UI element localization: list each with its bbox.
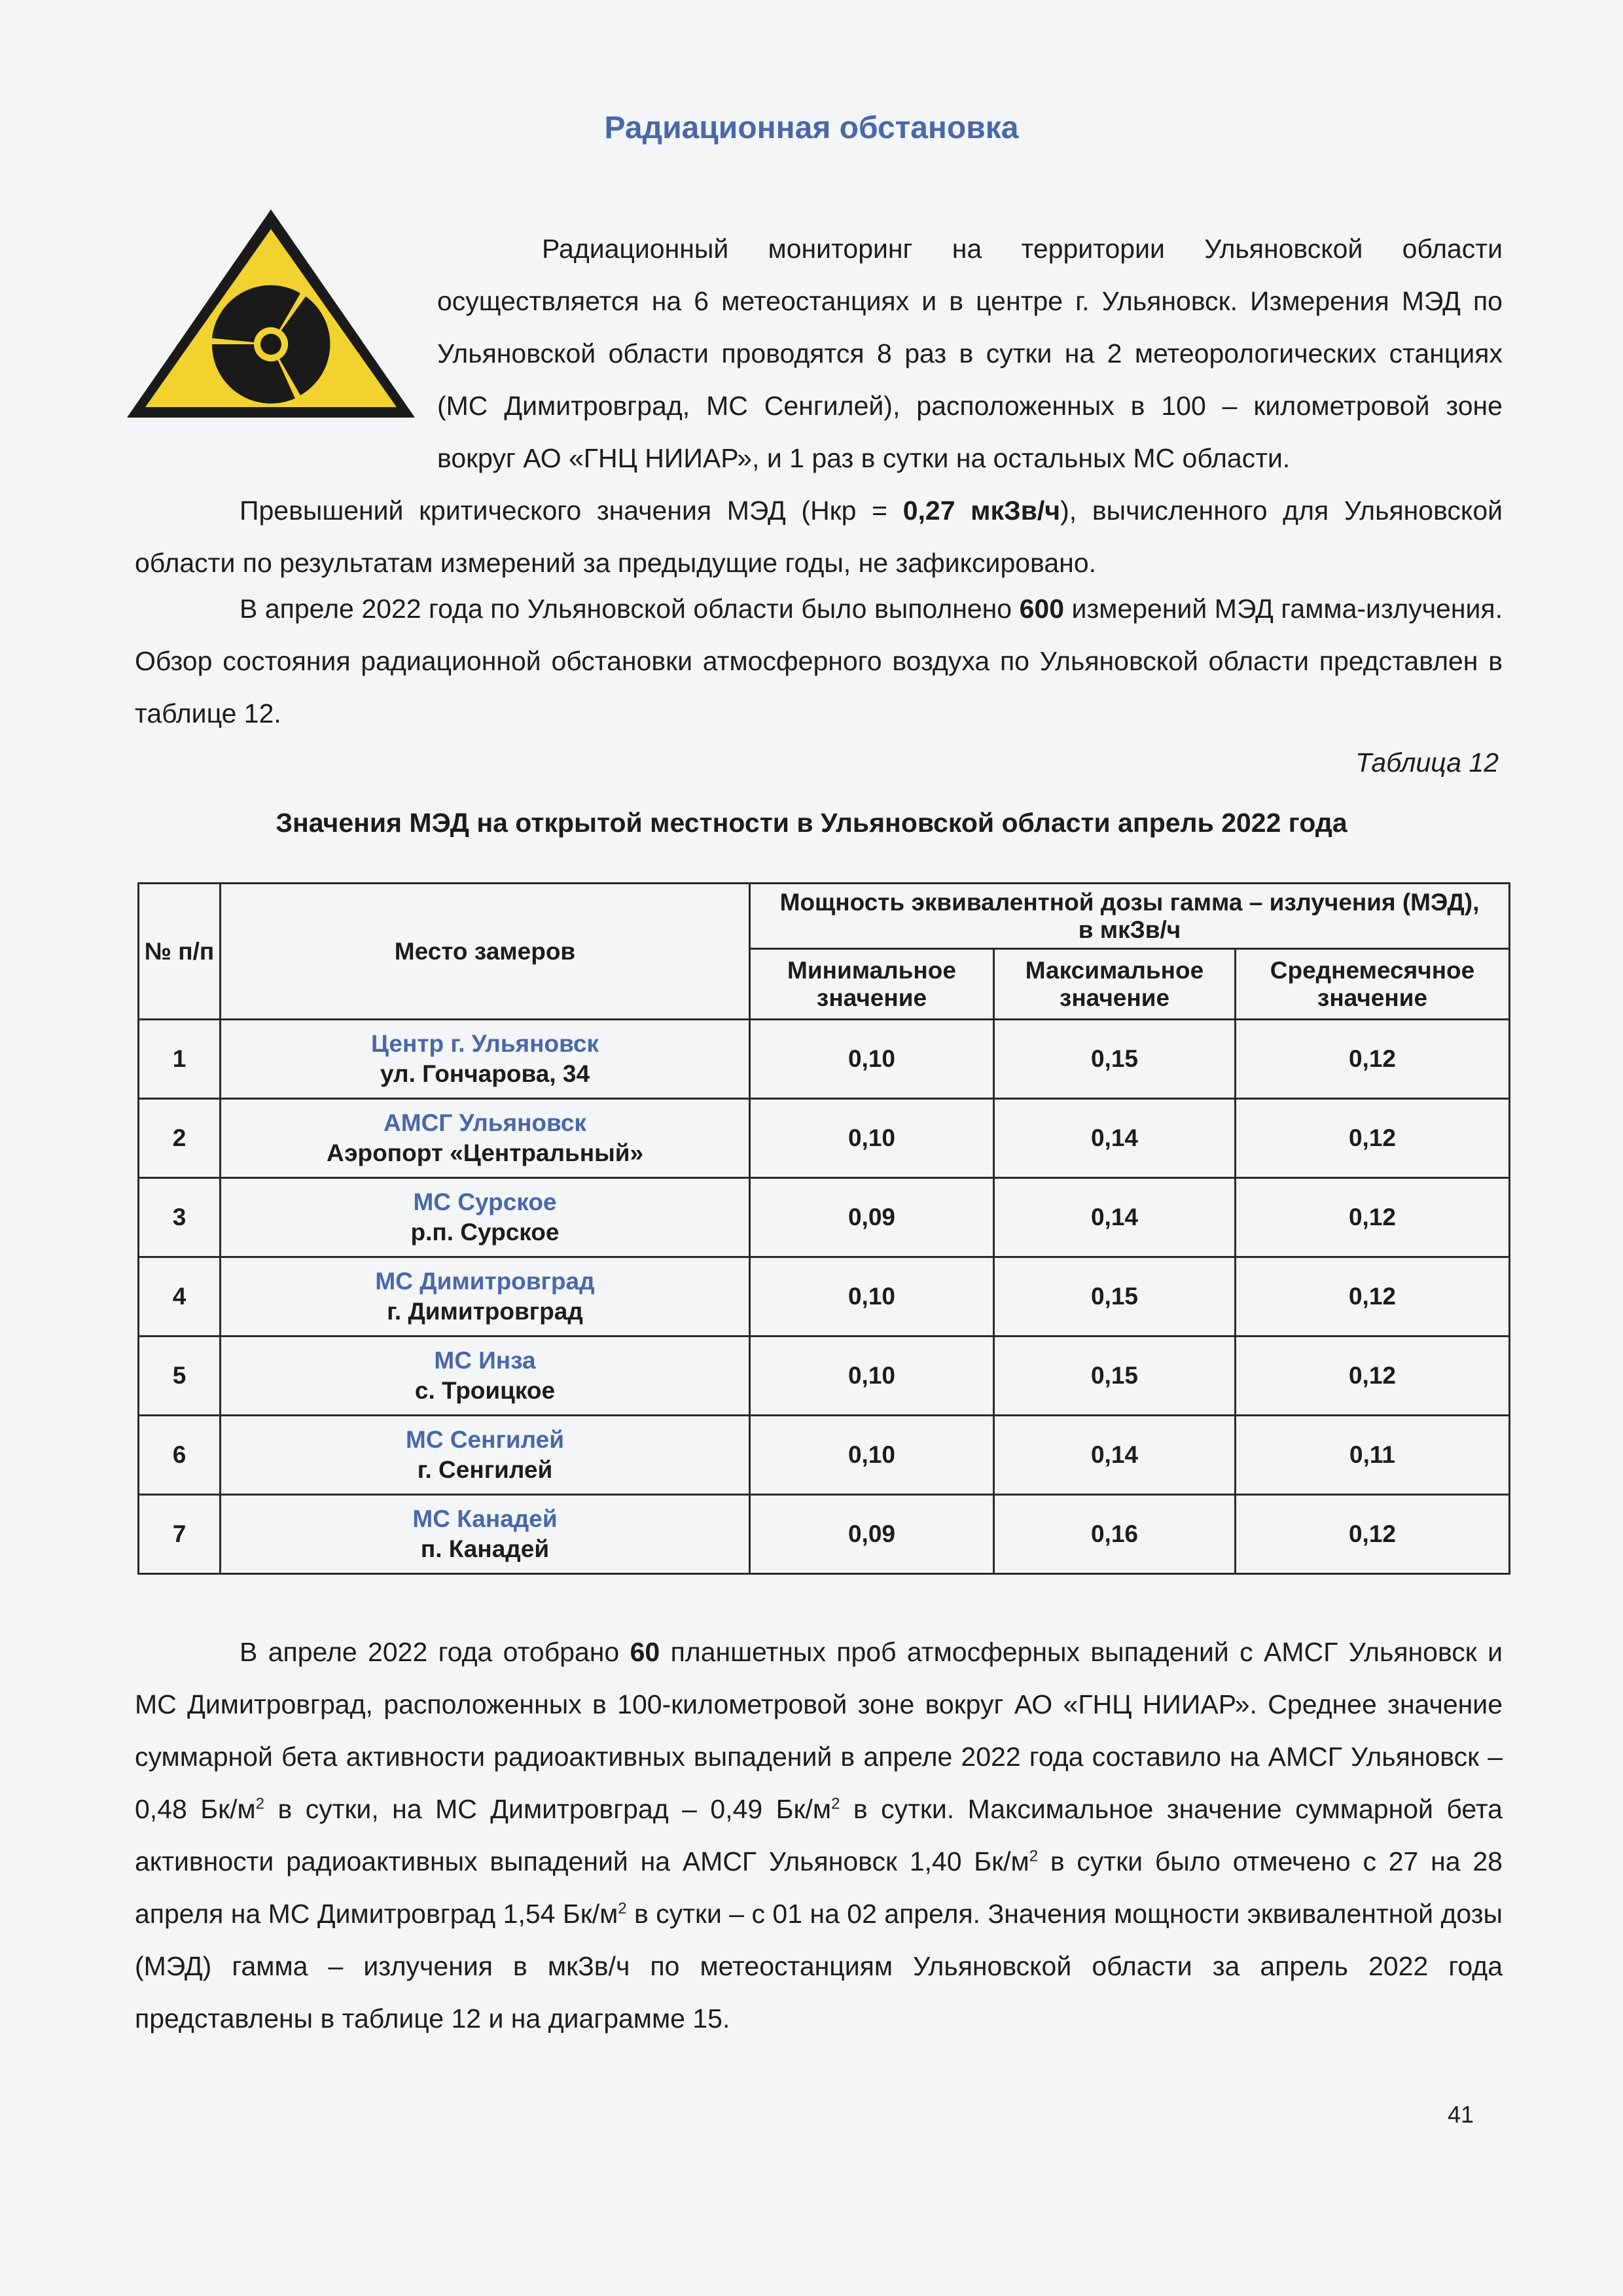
cell-place <box>221 1099 750 1178</box>
cell-avg: 0,12 <box>1236 1336 1510 1416</box>
paragraph-critical-value: Превышений критического значения МЭД (Нкр = 0,27 мкЗв/ч), вычисленного для Ульяновской области по результатам измерений за предыдущие годы, не зафиксировано. <box>135 495 1503 578</box>
cell-max: 0,15 <box>994 1336 1236 1416</box>
station-address: Аэропорт «Центральный» <box>326 1139 644 1166</box>
paragraph-measurements: В апреле 2022 года по Ульяновской области было выполнено 600 измерений МЭД гамма-излучения. Обзор состояния радиационной обстановки атмосферного воздуха по Ульяновской области представлен в таблице 12. <box>135 594 1503 728</box>
table-row <box>139 1257 1510 1336</box>
cell-min: 0,10 <box>750 1336 994 1416</box>
cell-avg: 0,11 <box>1236 1416 1510 1495</box>
med-table <box>137 882 1510 1575</box>
station-address: ул. Гончарова, 34 <box>380 1060 590 1087</box>
cell-max: 0,15 <box>994 1020 1236 1099</box>
cell-num: 1 <box>139 1020 221 1099</box>
station-name: МС Канадей <box>412 1505 558 1532</box>
station-address: п. Канадей <box>420 1535 550 1562</box>
table-caption: Таблица 12 <box>1355 747 1499 778</box>
cell-max: 0,14 <box>994 1099 1236 1178</box>
radiation-hazard-icon <box>119 202 423 424</box>
header-num: № п/п <box>139 884 221 1020</box>
cell-avg: 0,12 <box>1236 1495 1510 1574</box>
station-address: г. Сенгилей <box>417 1456 553 1483</box>
cell-max: 0,15 <box>994 1257 1236 1336</box>
cell-min: 0,10 <box>750 1257 994 1336</box>
table-row <box>139 1336 1510 1416</box>
table-row <box>139 1099 1510 1178</box>
cell-min: 0,10 <box>750 1020 994 1099</box>
cell-place <box>221 1020 750 1099</box>
station-address: р.п. Сурское <box>410 1219 560 1246</box>
table-row <box>139 1020 1510 1099</box>
cell-num: 3 <box>139 1178 221 1257</box>
paragraph-fallout: В апреле 2022 года отобрано 60 планшетных проб атмосферных выпадений с АМСГ Ульяновск и МС Димитровград, расположенных в 100-километровой зоне вокруг АО «ГНЦ НИИАР». Среднее значение суммарной бета активности радиоактивных выпадений в апреле 2022 года составило на АМСГ Ульяновск – 0,48 $Бк/м^2$ в сутки, на МС Димитровград – 0,49 $Бк/м^2$ в сутки. Максимальное значение суммарной бета активности радиоактивных выпадений на АМСГ Ульяновск 1,40 $Бк/м^2$ в сутки было отмечено с 27 на 28 апреля на МС Димитровград 1,54 $Бк/м^2$ в сутки – с 01 на 02 апреля. Значения мощности эквивалентной дозы (МЭД) гамма – излучения в мкЗв/ч по метеостанциям Ульяновской области за апрель 2022 года представлены в таблице 12 и на диаграмме 15. <box>135 1637 1503 2034</box>
station-name: МС Сурское <box>413 1189 557 1215</box>
cell-min: 0,10 <box>750 1416 994 1495</box>
cell-num: 4 <box>139 1257 221 1336</box>
table-row <box>139 1495 1510 1574</box>
cell-avg: 0,12 <box>1236 1257 1510 1336</box>
cell-max: 0,14 <box>994 1416 1236 1495</box>
page-number: 41 <box>1448 2101 1474 2128</box>
intro-paragraph: Радиационный мониторинг на территории Ульяновской области осуществляется на 6 метеостанциях и в центре г. Ульяновск. Измерения МЭД по Ульяновской области проводятся 8 раз в сутки на 2 метеорологических станциях (МС Димитровград, МС Сенгилей), расположенных в 100 – километровой зоне вокруг АО «ГНЦ НИИАР», и 1 раз в сутки на остальных МС области. <box>437 234 1503 473</box>
cell-num: 5 <box>139 1336 221 1416</box>
table-row <box>139 1178 1510 1257</box>
station-name: МС Сенгилей <box>406 1426 564 1453</box>
cell-max: 0,16 <box>994 1495 1236 1574</box>
cell-min: 0,09 <box>750 1178 994 1257</box>
table-row <box>139 1416 1510 1495</box>
cell-min: 0,09 <box>750 1495 994 1574</box>
header-avg: Среднемесячное значение <box>1236 949 1510 1020</box>
cell-num: 6 <box>139 1416 221 1495</box>
station-name: МС Инза <box>434 1347 536 1374</box>
cell-num: 2 <box>139 1099 221 1178</box>
cell-place <box>221 1336 750 1416</box>
cell-place <box>221 1495 750 1574</box>
header-place: Место замеров <box>221 884 750 1020</box>
cell-min: 0,10 <box>750 1099 994 1178</box>
station-address: г. Димитровград <box>387 1298 583 1325</box>
page-title: Радиационная обстановка <box>604 111 1019 145</box>
station-address: с. Троицкое <box>414 1377 556 1404</box>
cell-avg: 0,12 <box>1236 1020 1510 1099</box>
header-max: Максимальное значение <box>994 949 1236 1020</box>
cell-max: 0,14 <box>994 1178 1236 1257</box>
table-title: Значения МЭД на открытой местности в Ульяновской области апрель 2022 года <box>276 808 1347 838</box>
cell-place <box>221 1257 750 1336</box>
station-name: АМСГ Ульяновск <box>383 1109 586 1136</box>
header-min: Минимальное значение <box>750 949 994 1020</box>
cell-place <box>221 1178 750 1257</box>
station-name: МС Димитровград <box>375 1268 595 1295</box>
cell-place <box>221 1416 750 1495</box>
cell-avg: 0,12 <box>1236 1099 1510 1178</box>
station-name: Центр г. Ульяновск <box>370 1030 599 1057</box>
header-dose-group: Мощность эквивалентной дозы гамма – излучения (МЭД), в мкЗв/ч <box>750 884 1510 949</box>
cell-avg: 0,12 <box>1236 1178 1510 1257</box>
cell-num: 7 <box>139 1495 221 1574</box>
